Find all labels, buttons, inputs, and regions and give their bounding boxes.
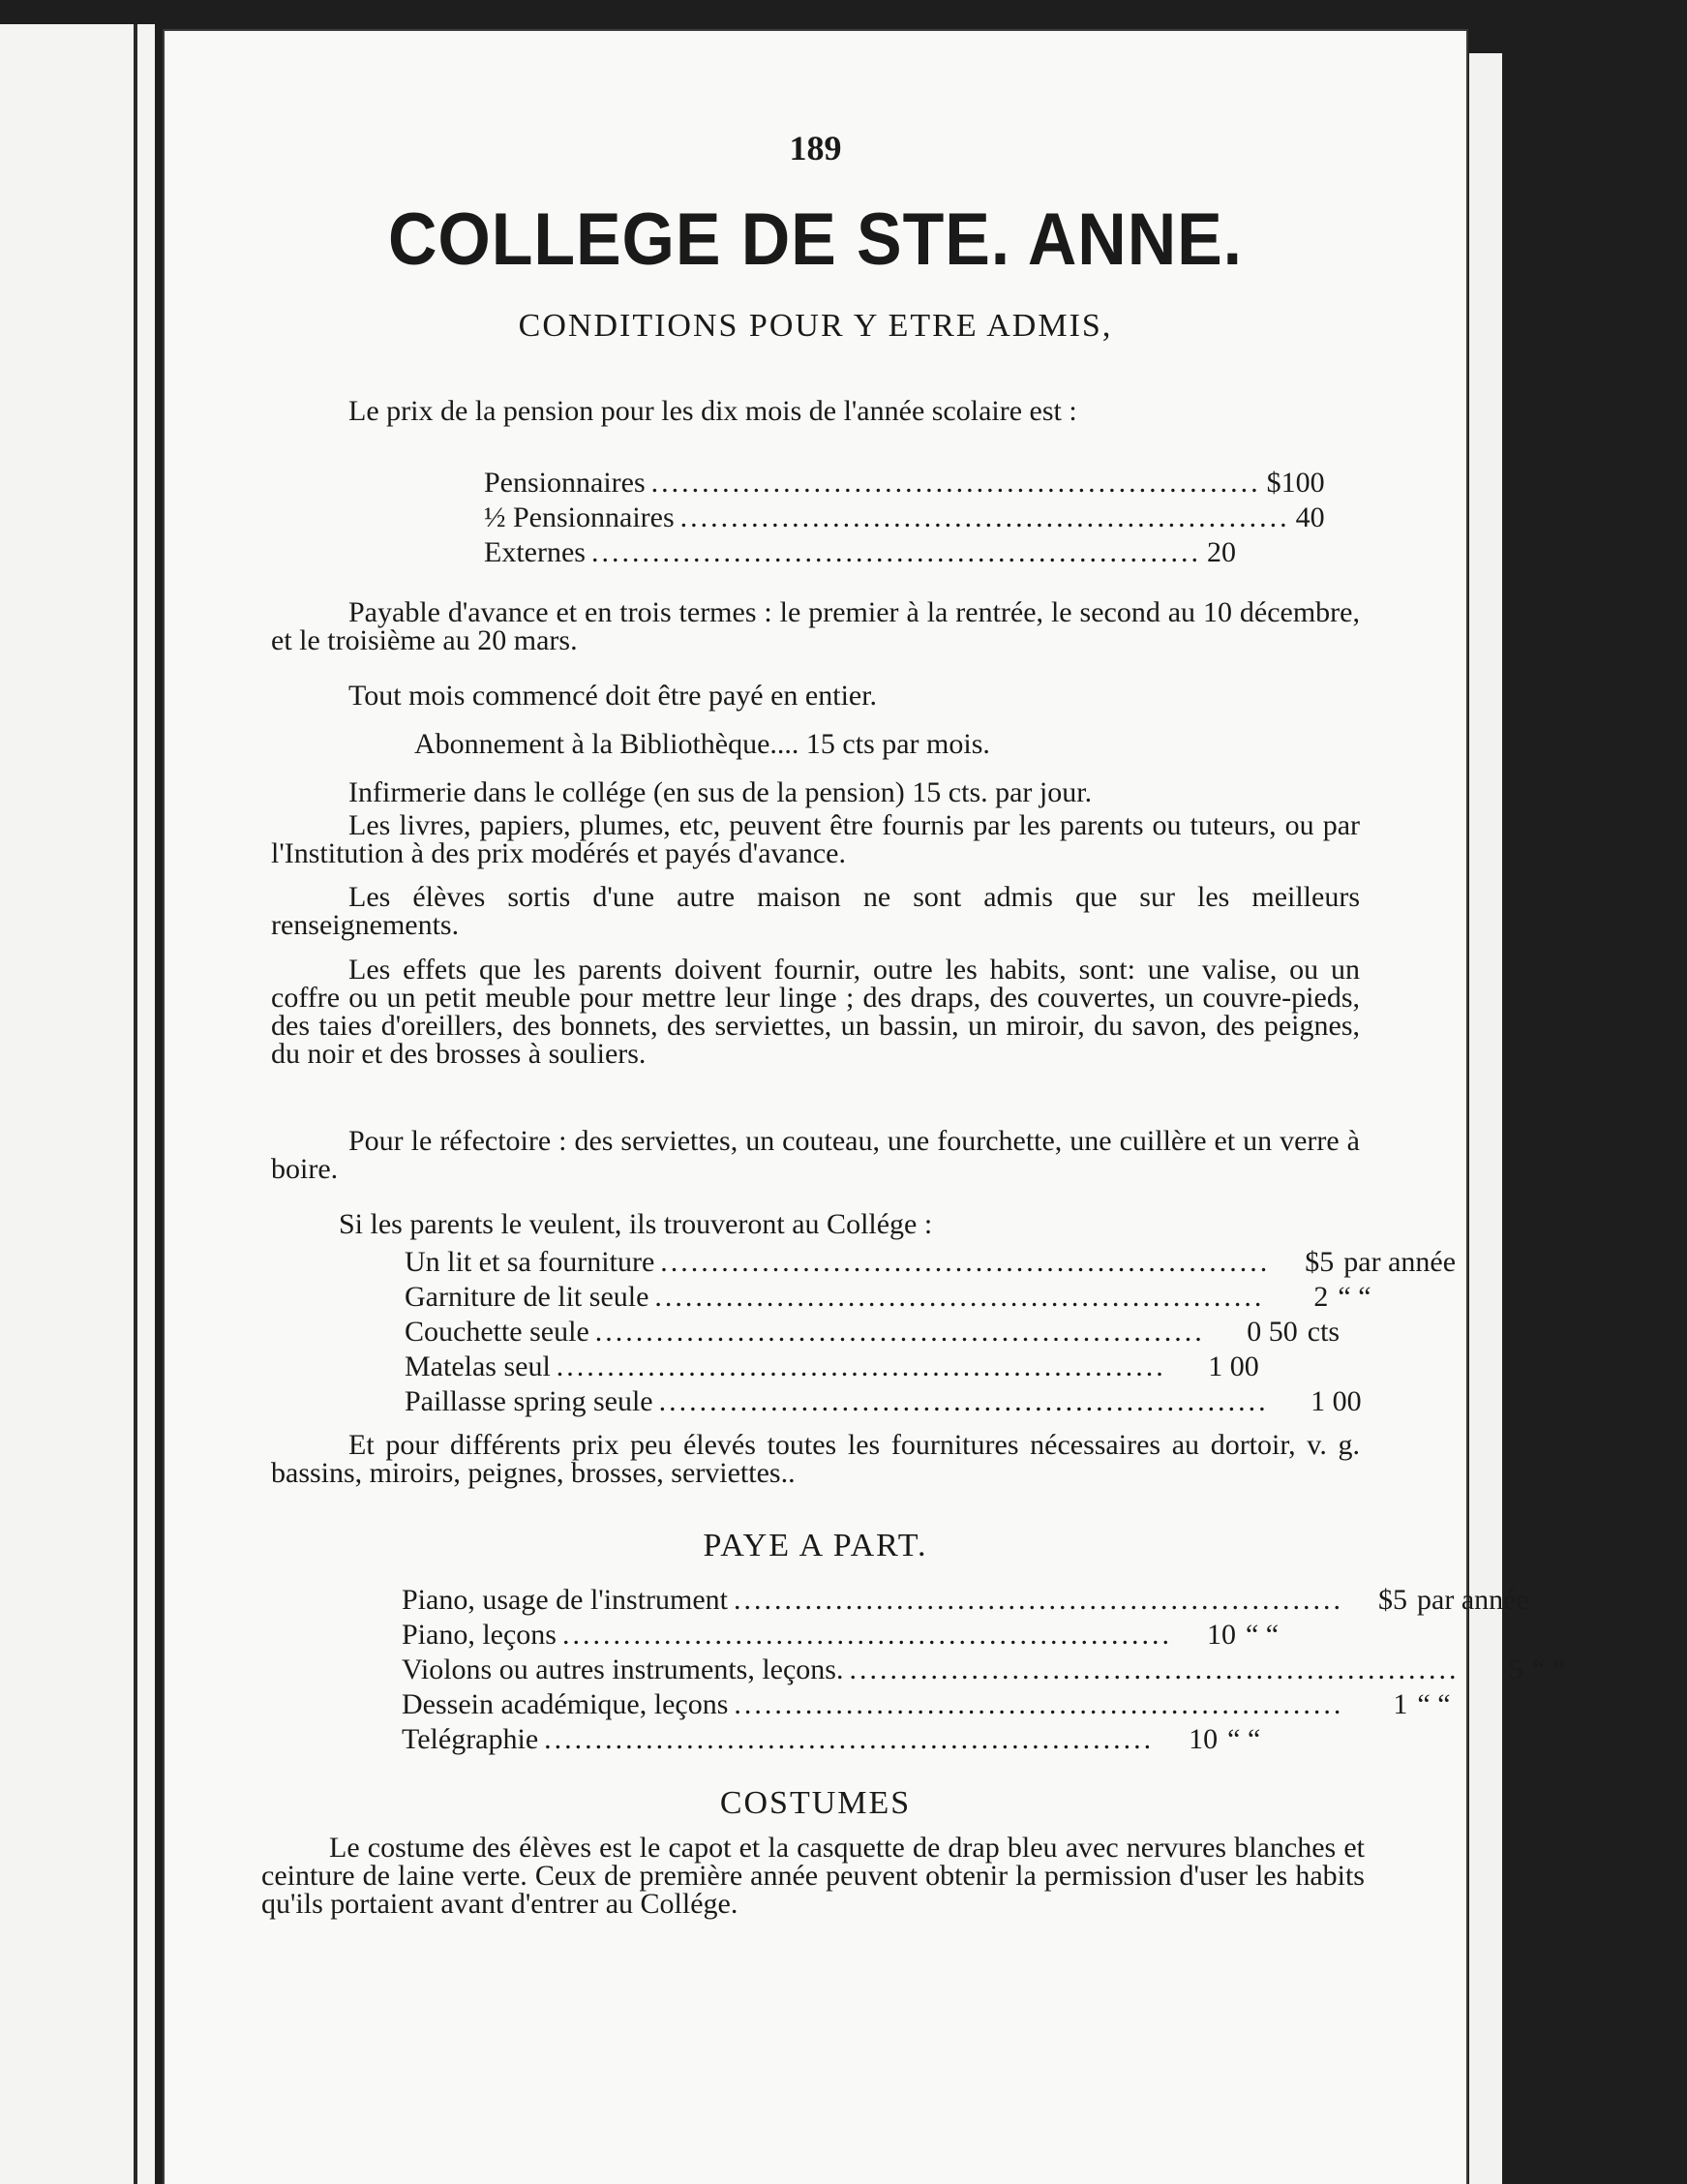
furniture-label: Matelas seul	[405, 1350, 551, 1382]
subtitle: CONDITIONS POUR Y ETRE ADMIS,	[518, 308, 1113, 344]
furniture-unit	[1362, 1385, 1497, 1418]
leader-dots: ............................................................	[734, 1584, 1344, 1616]
fee-price: 10	[1206, 1619, 1236, 1651]
leader-dots: ............................................................	[650, 467, 1261, 499]
pension-label: Externes	[484, 536, 586, 568]
fee-price: $5	[1378, 1584, 1408, 1616]
fee-unit: “ “	[1245, 1619, 1280, 1651]
page-title: COLLEGE DE STE. ANNE.	[387, 198, 1244, 281]
furniture-price: $5	[1305, 1246, 1335, 1278]
refectory-paragraph: Pour le réfectoire : des serviettes, un couteau, une fourchette, une cuillère et un verre à boire.	[271, 1125, 1360, 1185]
dormitory-paragraph: Et pour différents prix peu élevés toutes les fournitures nécessaires au dortoir, v. g. bassins, miroirs, peignes, brosses, serviettes..	[271, 1429, 1360, 1489]
left-page-margin	[0, 24, 155, 2184]
furniture-unit	[1259, 1350, 1395, 1383]
fee-price: 1	[1393, 1688, 1408, 1720]
fee-label: Telégraphie	[402, 1723, 539, 1755]
furniture-row	[405, 1316, 1341, 1349]
leader-dots: ............................................................	[658, 1385, 1269, 1417]
fee-price: 10	[1189, 1723, 1219, 1755]
leader-dots: ............................................................	[590, 536, 1201, 568]
section-heading-paye: PAYE A PART.	[703, 1528, 928, 1563]
fee-row	[402, 1688, 1451, 1721]
furniture-label: Un lit et sa fourniture	[405, 1246, 655, 1278]
next-page-edge	[1469, 53, 1502, 2184]
pension-price: 40	[1295, 501, 1325, 533]
pension-price: 20	[1206, 536, 1236, 568]
furniture-price: 2	[1313, 1281, 1329, 1313]
fee-unit: “ “	[1532, 1653, 1566, 1685]
leader-dots: ............................................................	[556, 1350, 1166, 1382]
furniture-row	[405, 1246, 1457, 1279]
intro-line: Le prix de la pension pour les dix mois de l'année scolaire est :	[348, 395, 1077, 427]
leader-dots: ............................................................	[544, 1723, 1155, 1755]
section-heading-costumes: COSTUMES	[719, 1785, 912, 1821]
books-paragraph: Les livres, papiers, plumes, etc, peuvent être fournis par les parents ou tuteurs, ou par l'Institution à des prix modérés et payés d'avance.	[271, 809, 1360, 869]
page-number: 189	[789, 129, 842, 167]
furniture-unit: par année	[1343, 1246, 1457, 1278]
leader-dots: ............................................................	[734, 1688, 1344, 1720]
library-line: Abonnement à la Bibliothèque.... 15 cts par mois.	[414, 728, 990, 760]
pension-label: Pensionnaires	[484, 467, 646, 499]
fee-price: 5	[1508, 1653, 1523, 1685]
pension-row	[484, 536, 1236, 569]
fee-label: Violons ou autres instruments, leçons.	[402, 1653, 844, 1685]
pension-price: $100	[1266, 467, 1325, 499]
leader-dots: ............................................................	[660, 1246, 1271, 1278]
infirmary-line: Infirmerie dans le collége (en sus de la pension) 15 cts. par jour.	[348, 776, 1093, 808]
month-line: Tout mois commencé doit être payé en entier.	[348, 680, 878, 712]
pension-label: ½ Pensionnaires	[484, 501, 675, 533]
leader-dots: ............................................................	[654, 1281, 1265, 1313]
pension-row	[484, 501, 1325, 534]
fee-label: Piano, leçons	[402, 1619, 557, 1651]
furniture-label: Couchette seule	[405, 1316, 589, 1348]
fee-unit: “ “	[1417, 1688, 1451, 1720]
fee-row	[402, 1619, 1280, 1652]
fee-unit: par année	[1417, 1584, 1529, 1616]
furniture-row	[405, 1385, 1362, 1418]
costumes-paragraph: Le costume des élèves est le capot et la casquette de drap bleu avec nervures blanches et ceinture de laine verte. Ceux de première année peuvent obtenir la permission d'user les habits qu'ils portaient avant d'entrer au Collége.	[261, 1832, 1365, 1920]
college-line: Si les parents le veulent, ils trouveront au Collége :	[339, 1208, 933, 1240]
furniture-row	[405, 1350, 1259, 1383]
furniture-row	[405, 1281, 1371, 1314]
fee-row	[402, 1653, 1566, 1686]
effects-paragraph: Les effets que les parents doivent fournir, outre les habits, sont: une valise, ou un coffre ou un petit meuble pour mettre leur linge ; des draps, des couvertes, un couvre-pieds, des taies d'oreillers, des bonnets, des serviettes, un bassin, un miroir, du savon, des peignes, du noir et des brosses à souliers.	[271, 954, 1360, 1070]
furniture-price: 0 50	[1247, 1316, 1298, 1348]
pension-row	[484, 467, 1325, 500]
leader-dots: ............................................................	[561, 1619, 1172, 1651]
furniture-label: Garniture de lit seule	[405, 1281, 649, 1313]
fee-label: Dessein académique, leçons	[402, 1688, 729, 1720]
furniture-label: Paillasse spring seule	[405, 1385, 653, 1417]
payment-paragraph: Payable d'avance et en trois termes : le premier à la rentrée, le second au 10 décembre, et le troisième au 20 mars.	[271, 596, 1360, 656]
fee-label: Piano, usage de l'instrument	[402, 1584, 729, 1616]
leader-dots: ............................................................	[594, 1316, 1205, 1348]
furniture-unit: “ “	[1338, 1281, 1371, 1313]
furniture-price: 1 00	[1310, 1385, 1362, 1417]
fee-unit: “ “	[1227, 1723, 1261, 1755]
leader-dots: ............................................................	[679, 501, 1290, 533]
students-paragraph: Les élèves sortis d'une autre maison ne sont admis que sur les meilleurs renseignements.	[271, 881, 1360, 941]
fee-row	[402, 1584, 1529, 1617]
leader-dots: ............................................................	[849, 1653, 1460, 1685]
page-edge	[134, 24, 137, 2184]
document-page	[165, 31, 1566, 2184]
fee-row	[402, 1723, 1261, 1756]
furniture-unit: cts	[1307, 1316, 1341, 1348]
furniture-price: 1 00	[1208, 1350, 1259, 1382]
